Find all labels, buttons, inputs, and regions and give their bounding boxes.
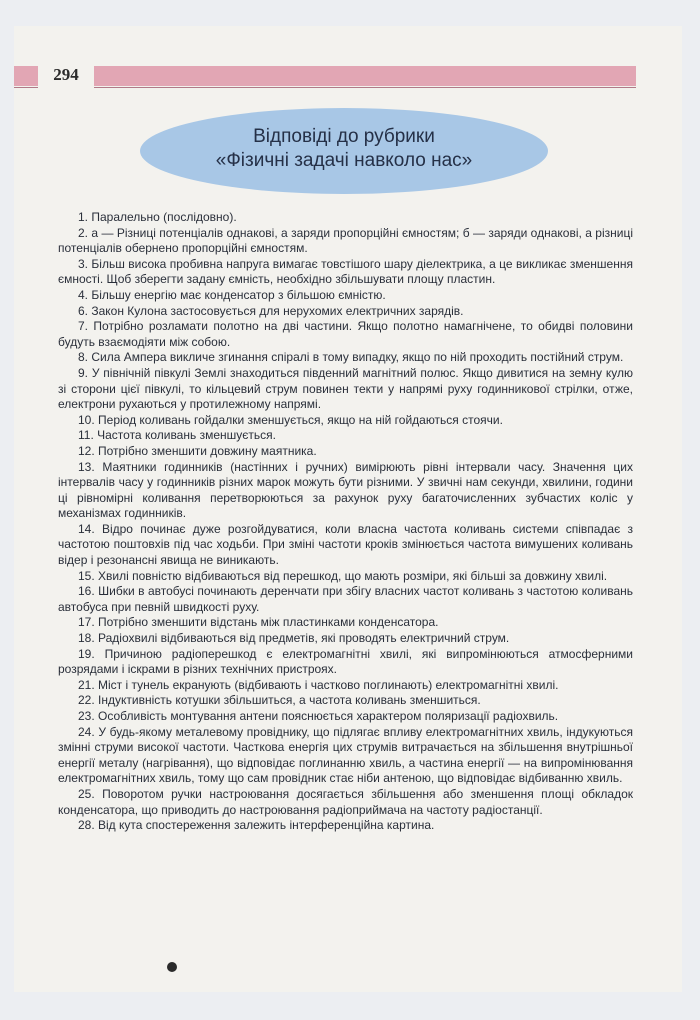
answer-item: 12. Потрібно зменшити довжину маятника. [78,443,317,458]
answers-list [58,210,633,834]
section-title [140,108,548,194]
bullet-dot [167,962,177,972]
answer-item: 4. Більшу енергію має конденсатор з більшою ємністю. [78,287,386,302]
answer-item: 23. Особливість монтування антени пояснюється характером поляризації радіохвиль. [78,709,559,723]
answer-item: 28. Від кута спостереження залежить інтерференційна картина. [78,818,435,833]
answer-item: 15. Хвилі повністю відбиваються від перешкод, що мають розміри, які більші за довжину хвилі. [78,568,608,583]
answer-item: 13. Маятники годинників (настінних і ручних) вимірюють рівні інтервали часу. Значення цих інтервалів часу у годинників різних марок можуть бути різними. У звичні нам секунди, хвилини, години ці рівномірні коливання перетворюються за рахунок руху багаточисленних зубчастих коліс у механізмах годинників. [58,459,633,521]
answer-item: 17. Потрібно зменшити відстань між пластинками конденсатора. [78,615,439,630]
answer-item: 3. Більш висока пробивна напруга вимагає товстішого шару діелектрика, а це викликає зменшення ємності. Щоб зберегти задану ємність, необхідно збільшувати площу пластин. [58,256,633,287]
answer-item: 8. Сила Ампера викличе згинання спіралі в тому випадку, якщо по ній проходить постійний струм. [78,350,624,365]
answer-item: 19. Причиною радіоперешкод є електромагнітні хвилі, які випромінюються атмосферними розрядами і іскрами в різних технічних пристроях. [58,646,633,677]
answer-item: 21. Міст і тунель екранують (відбивають і частково поглинають) електромагнітні хвилі. [78,677,559,692]
answer-item: 16. Шибки в автобусі починають деренчати при збігу власних частот коливань з частотою коливань автобуса при певній швидкості руху. [58,584,633,614]
answer-item: 25. Поворотом ручки настроювання досягається збільшення або зменшення площі обкладок конденсатора, що приводить до настроювання радіоприймача на частоту радіостанції. [58,786,633,817]
answer-item: 24. У будь-якому металевому провіднику, що підлягає впливу електромагнітних хвиль, індукуються змінні струми високої частоти. Часткова енергія цих струмів витрачається на збільшення внутрішньої енергії металу (нагрівання), що відповідає поглинанню хвиль, а частина енергії — на випромінювання електромагнітних хвиль, тому що сам провідник стає ніби антеною, що відповідає відбиванню хвиль. [58,724,633,786]
answer-item: 18. Радіохвилі відбиваються від предметів, які проводять електричний струм. [78,631,510,646]
answer-item: 10. Період коливань гойдалки зменшується, якщо на ній гойдаються стоячи. [78,412,503,427]
answer-item: 11. Частота коливань зменшується. [78,428,276,443]
page-number: 294 [38,62,94,88]
answer-item: 9. У північній півкулі Землі знаходиться південний магнітний полюс. Якщо дивитися на земну кулю зі сторони цієї півкулі, то кільцевий струм повинен текти у напрямі руху годинникової стрілки, отже, електрони рухаються у протилежному напрямі. [58,365,633,412]
answer-item: 2. а — Різниці потенціалів однакові, а заряди пропорційні ємностям; б — заряди однакові, а різниці потенціалів обернено пропорційні ємностям. [58,225,633,256]
header-band [14,66,636,86]
section-title-line-1: Відповіді до рубрики [253,126,435,147]
answer-item: 1. Паралельно (послідовно). [78,210,237,224]
section-title-line-2: «Фізичні задачі навколо нас» [215,150,473,171]
answer-item: 22. Індуктивність котушки збільшиться, а частота коливань зменшиться. [78,693,481,708]
answer-item: 6. Закон Кулона застосовується для нерухомих електричних зарядів. [78,303,464,318]
answer-item: 7. Потрібно розламати полотно на дві частини. Якщо полотно намагнічене, то обидві половини будуть взаємодіяти між собою. [58,319,633,349]
answer-item: 14. Відро починає дуже розгойдуватися, коли власна частота коливань системи співпадає з частотою поштовхів під час ходьби. При зміні частоти кроків змінюється частота вимушених коливань відер і резонансні явища не виникають. [58,521,633,568]
header-divider [14,87,636,88]
